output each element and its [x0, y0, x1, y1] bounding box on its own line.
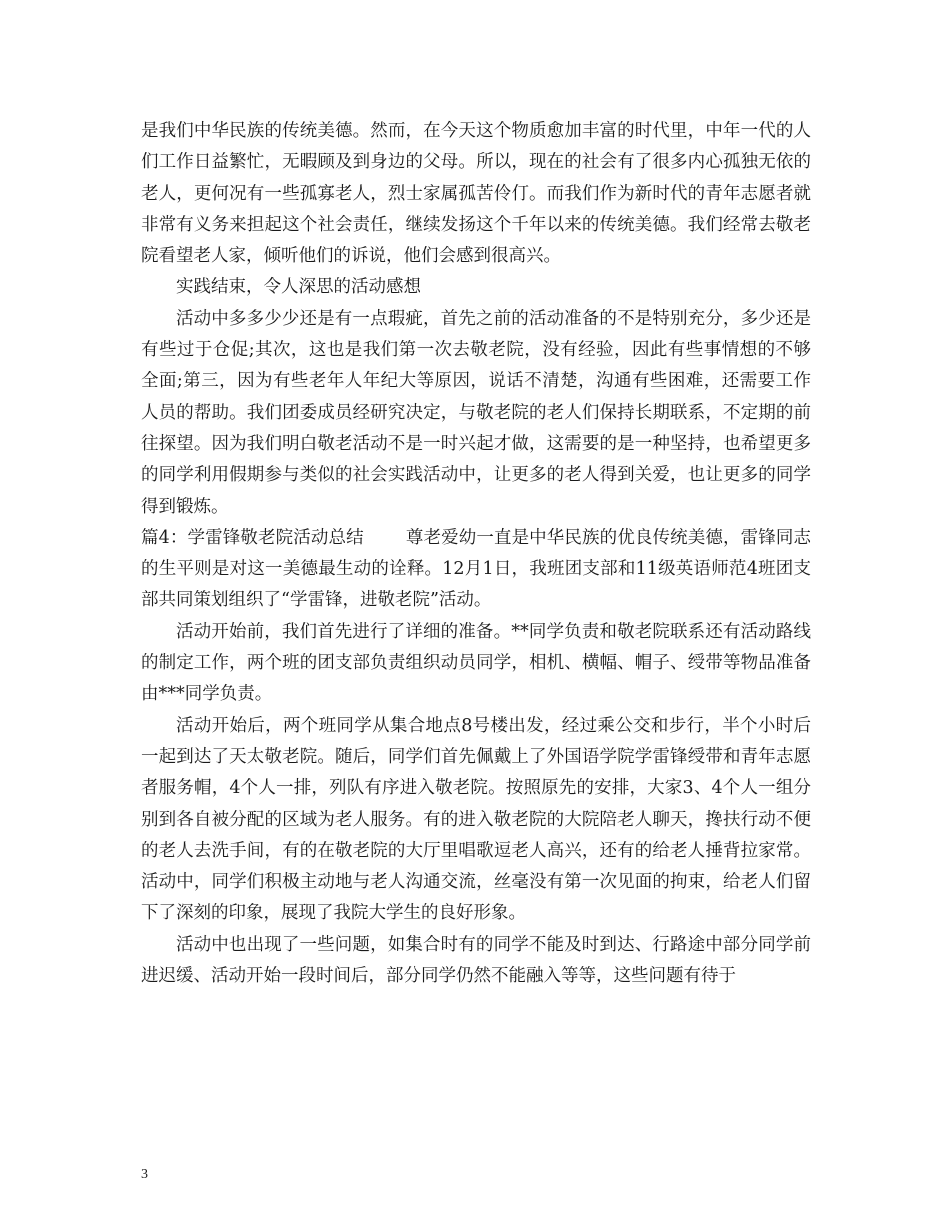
paragraph-5: 活动开始前，我们首先进行了详细的准备。**同学负责和敬老院联系还有活动路线的制定工作，两个班的团支部负责组织动员同学，相机、横幅、帽子、绶带等物品准备由***同学负责。	[141, 621, 811, 705]
paragraph-4	[141, 523, 811, 617]
page-number: 3	[141, 1167, 148, 1182]
document-body	[141, 116, 811, 992]
paragraph-7: 活动中也出现了一些问题，如集合时有的同学不能及时到达、行路途中部分同学前进迟缓、活动开始一段时间后，部分同学仍然不能融入等等，这些问题有待于	[141, 934, 811, 987]
paragraph-4-text: 尊老爱幼一直是中华民族的优良传统美德，雷锋同志的生平则是对这一美德最生动的诠释。12月1日，我班团支部和11级英语师范4班团支部共同策划组织了“学雷锋，进敬老院”活动。	[141, 527, 812, 611]
paragraph-2-subheading: 实践结束，令人深思的活动感想	[176, 277, 421, 298]
paragraph-1: 是我们中华民族的传统美德。然而，在今天这个物质愈加丰富的时代里，中年一代的人们工作日益繁忙，无暇顾及到身边的父母。所以，现在的社会有了很多内心孤独无依的老人，更何况有一些孤寡老人，烈士家属孤苦伶仃。而我们作为新时代的青年志愿者就非常有义务来担起这个社会责任，继续发扬这个千年以来的传统美德。我们经常去敬老院看望老人家，倾听他们的诉说，他们会感到很高兴。	[141, 121, 811, 267]
paragraph-6: 活动开始后，两个班同学从集合地点8号楼出发，经过乘公交和步行，半个小时后一起到达了天太敬老院。随后，同学们首先佩戴上了外国语学院学雷锋绶带和青年志愿者服务帽，4个人一排，列队有序进入敬老院。按照原先的安排，大家3、4个人一组分别到各自被分配的区域为老人服务。有的进入敬老院的大院陪老人聊天，搀扶行动不便的老人去洗手间，有的在敬老院的大厅里唱歌逗老人高兴，还有的给老人捶背拉家常。活动中，同学们积极主动地与老人沟通交流，丝毫没有第一次见面的拘束，给老人们留下了深刻的印象，展现了我院大学生的良好形象。	[141, 715, 811, 924]
section-heading: 篇4：学雷锋敬老院活动总结	[141, 527, 364, 548]
paragraph-3: 活动中多多少少还是有一点瑕疵，首先之前的活动准备的不是特别充分，多少还是有些过于仓促;其次，这也是我们第一次去敬老院，没有经验，因此有些事情想的不够全面;第三，因为有些老年人年纪大等原因，说话不清楚，沟通有些困难，还需要工作人员的帮助。我们团委成员经研究决定，与敬老院的老人们保持长期联系，不定期的前往探望。因为我们明白敬老活动不是一时兴起才做，这需要的是一种坚持，也希望更多的同学利用假期参与类似的社会实践活动中，让更多的老人得到关爱，也让更多的同学得到锻炼。	[141, 308, 811, 517]
